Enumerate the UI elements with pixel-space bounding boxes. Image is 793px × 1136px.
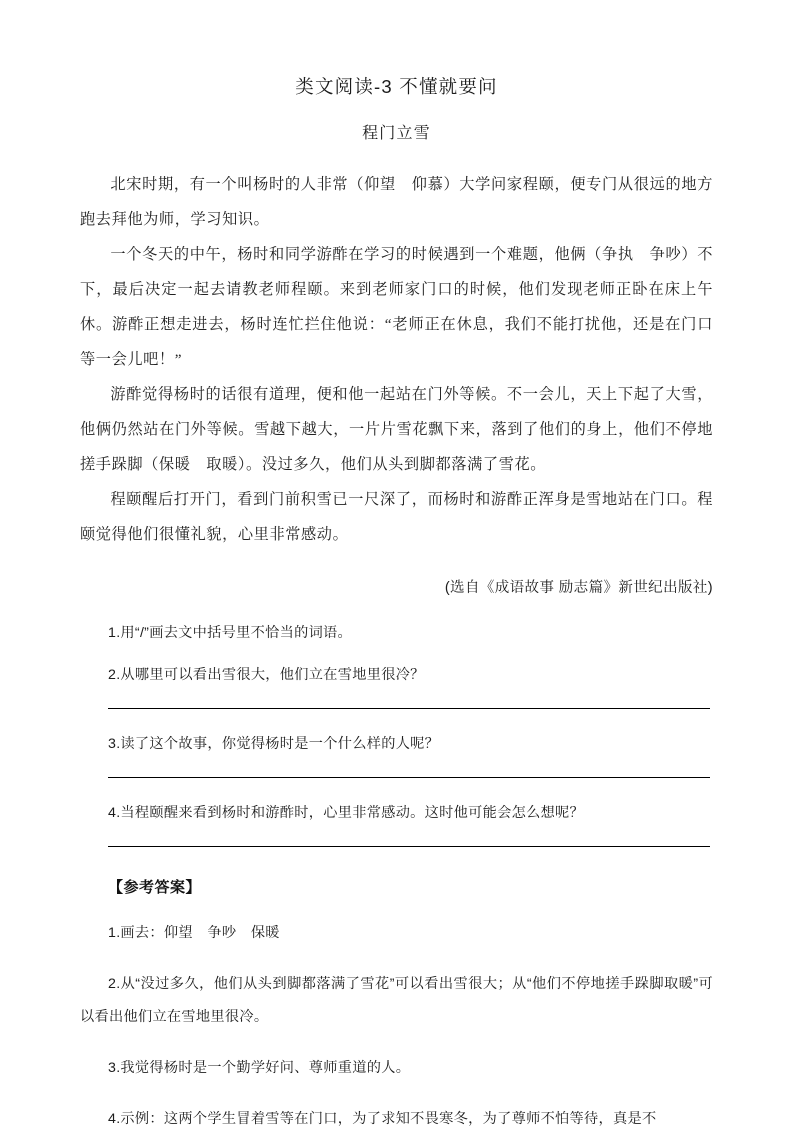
page-title: 类文阅读-3 不懂就要问: [295, 76, 498, 97]
story-paragraph: 一个冬天的中午，杨时和同学游酢在学习的时候遇到一个难题，他俩（争执 争吵）不下，最后决定一起去请教老师程颐。来到老师家门口的时候，他们发现老师正卧在床上午休。游酢正想走进去，杨时连忙拦住他说：“老师正在休息，我们不能打扰他，还是在门口等一会儿吧！”: [80, 245, 713, 368]
answer-key-heading: 【参考答案】: [108, 879, 202, 896]
story-paragraph: 程颐醒后打开门，看到门前积雪已一尺深了，而杨时和游酢正浑身是雪地站在门口。程颐觉得他们很懂礼貌，心里非常感动。: [80, 490, 713, 543]
story-paragraph: 游酢觉得杨时的话很有道理，便和他一起站在门外等候。不一会儿，天上下起了大雪，他俩仍然站在门外等候。雪越下越大，一片片雪花飘下来，落到了他们的身上，他们不停地搓手跺脚（保暖 取暖）。没过多久，他们从头到脚都落满了雪花。: [80, 385, 713, 473]
story-attribution: (选自《成语故事 励志篇》新世纪出版社): [444, 579, 713, 596]
story-paragraph: 北宋时期，有一个叫杨时的人非常（仰望 仰慕）大学问家程颐，便专门从很远的地方跑去拜他为师，学习知识。: [80, 175, 713, 228]
question-item-1: 1.用“/”画去文中括号里不恰当的词语。: [108, 624, 353, 641]
answer-item-2: 2.从“没过多久，他们从头到脚都落满了雪花”可以看出雪很大；从“他们不停地搓手跺脚取暖”可以看出他们立在雪地里很冷。: [80, 976, 713, 1026]
answer-item-1: 1.画去：仰望 争吵 保暖: [108, 925, 280, 942]
answer-item-4: 4.示例：这两个学生冒着雪等在门口，为了求知不畏寒冬，为了尊师不怕等待，真是不: [108, 1111, 657, 1128]
page-subtitle: 程门立雪: [362, 125, 431, 143]
question-item-2: 2.从哪里可以看出雪很大，他们立在雪地里很冷？: [108, 666, 425, 683]
answer-key-section: [80, 877, 713, 1136]
answer-line-4[interactable]: [108, 846, 710, 847]
story-body: [80, 167, 713, 552]
question-item-3: 3.读了这个故事，你觉得杨时是一个什么样的人呢？: [108, 735, 440, 752]
answer-item-3: 3.我觉得杨时是一个勤学好问、尊师重道的人。: [108, 1060, 411, 1077]
question-list: [80, 622, 713, 847]
answer-line-3[interactable]: [108, 777, 710, 778]
question-item-4: 4.当程颐醒来看到杨时和游酢时，心里非常感动。这时他可能会怎么想呢？: [108, 804, 585, 821]
answer-line-2[interactable]: [108, 708, 710, 709]
